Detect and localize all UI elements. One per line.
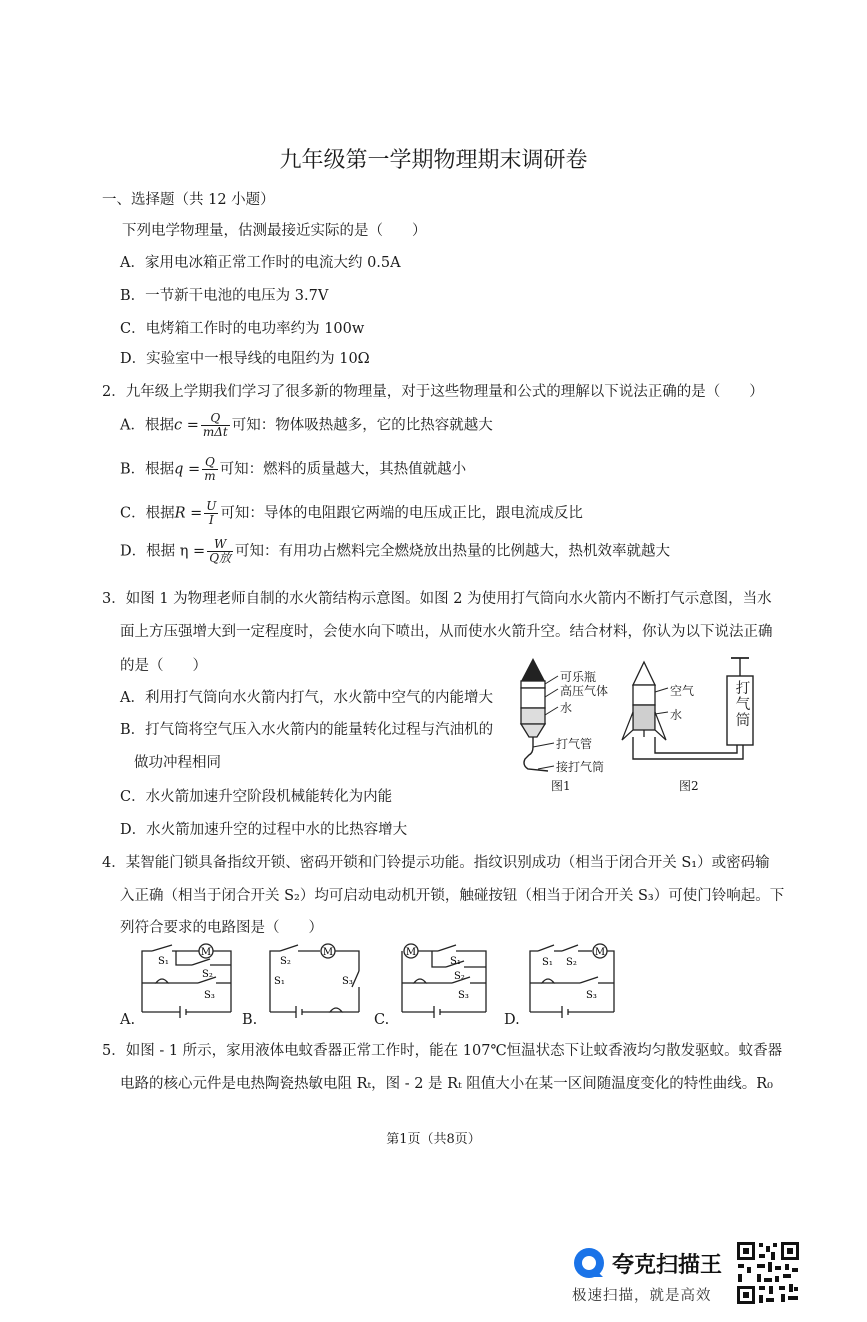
switch-label: S₃ <box>458 990 469 1001</box>
switch-label: S₁ <box>274 976 285 987</box>
section-heading: 一、选择题（共 12 小题） <box>102 192 275 208</box>
fig2-label-water: 水 <box>670 708 683 722</box>
switch-label: S₃ <box>586 990 597 1001</box>
q2-stem: 2．九年级上学期我们学习了很多新的物理量，对于这些物理量和公式的理解以下说法正确的是（ ） <box>102 384 764 400</box>
switch-label: S₂ <box>454 971 465 982</box>
q2-option-d: D．根据 η = $\frac{W}{\text{Q放}}$ 可知：有用功占燃料完全燃烧放出热量的比例越大，热机效率就越大 <box>120 537 671 565</box>
circuit-diagram-b <box>262 935 372 1025</box>
q1-stem: 下列电学物理量，估测最接近实际的是（ ） <box>122 223 427 239</box>
q3-option-a: A．利用打气筒向水火箭内打气，水火箭中空气的内能增大 <box>120 690 493 706</box>
q5-line-2: 电路的核心元件是电热陶瓷热敏电阻 Rₜ，图 - 2 是 Rₜ 阻值大小在某一区间随温度变化的特性曲线。R₀ <box>120 1076 773 1092</box>
switch-label: S₂ <box>202 969 213 980</box>
qr-code-icon <box>735 1240 801 1306</box>
q1-option-b: B．一节新干电池的电压为 3.7V <box>120 288 329 304</box>
q3-line-2: 面上方压强增大到一定程度时，会使水向下喷出，从而使水火箭升空。结合材料，你认为以下说法正确 <box>120 624 773 640</box>
switch-label: S₃ <box>204 990 215 1001</box>
fig1-label-water: 水 <box>560 701 573 715</box>
q2-option-b: B．根据q = $\frac{Q}{m}$ 可知：燃料的质量越大，其热值就越小 <box>120 455 467 483</box>
q4-option-d-label: D. <box>504 1012 520 1028</box>
q4-line-2: 入正确（相当于闭合开关 S₂）均可启动电动机开锁，触碰按钮（相当于闭合开关 S₃）可使门铃响起。下 <box>120 888 785 904</box>
circuit-diagram-d <box>522 935 632 1025</box>
q4-line-3: 列符合要求的电路图是（ ） <box>120 920 323 936</box>
q1-option-d: D．实验室中一根导线的电阻约为 10Ω <box>120 351 370 367</box>
q3-option-d: D．水火箭加速升空的过程中水的比热容增大 <box>120 822 408 838</box>
circuit-diagram-a <box>134 935 244 1025</box>
fig1-label-cap: 可乐瓶 <box>560 670 597 684</box>
q4-option-c-label: C. <box>374 1012 390 1028</box>
watermark-brand: 夸克扫描王 <box>612 1253 723 1278</box>
circuit-diagram-c <box>394 935 504 1025</box>
motor-label: M <box>200 947 212 958</box>
fig2-label-pump: 打气筒 <box>735 681 751 729</box>
q2-option-a: A．根据c = $\frac{Q}{\text{mΔt}}$ 可知：物体吸热越多，它的比热容就越大 <box>120 411 493 439</box>
q3-option-b: B．打气筒将空气压入水火箭内的能量转化过程与汽油机的 <box>120 722 494 738</box>
fig1-label-pump: 接打气筒 <box>556 760 605 774</box>
q3-line-1: 3．如图 1 为物理老师自制的水火箭结构示意图。如图 2 为使用打气筒向水火箭内不断打气示意图，当水 <box>102 591 772 607</box>
page-title: 九年级第一学期物理期末调研卷 <box>279 148 588 173</box>
q4-line-1: 4．某智能门锁具备指纹开锁、密码开锁和门铃提示功能。指纹识别成功（相当于闭合开关 S₁）或密码输 <box>102 855 770 871</box>
switch-label: S₂ <box>280 956 291 967</box>
motor-label: M <box>594 947 606 958</box>
q2-option-c: C．根据R = $\frac{U}{I}$ 可知：导体的电阻跟它两端的电压成正比，跟电流成反比 <box>120 499 583 527</box>
motor-label: M <box>322 947 334 958</box>
switch-label: S₁ <box>542 957 553 968</box>
switch-label: S₃ <box>342 976 353 987</box>
q3-option-b-cont: 做功冲程相同 <box>134 755 221 771</box>
q1-option-a: A．家用电冰箱正常工作时的电流大约 0.5A <box>120 255 401 271</box>
q1-option-c: C．电烤箱工作时的电功率约为 100w <box>120 321 365 337</box>
fig1-label-gas: 高压气体 <box>560 684 609 698</box>
fig2-caption: 图2 <box>679 779 699 793</box>
formula-fraction: $\frac{U}{I}$ <box>206 499 217 527</box>
q4-option-a-label: A. <box>120 1012 136 1028</box>
fig2-label-air: 空气 <box>670 684 695 698</box>
fig1-caption: 图1 <box>551 779 571 793</box>
fig1-label-tube: 打气管 <box>556 737 593 751</box>
q5-line-1: 5．如图 - 1 所示，家用液体电蚊香器正常工作时，能在 107℃恒温状态下让蚊香液均匀散发驱蚊。蚊香器 <box>102 1043 783 1059</box>
motor-label: M <box>405 947 417 958</box>
q3-line-3: 的是（ ） <box>120 658 207 674</box>
watermark-slogan: 极速扫描，就是高效 <box>572 1288 712 1304</box>
page-footer: 第1页（共8页） <box>386 1132 481 1147</box>
formula-fraction: $\frac{Q}{\text{mΔt}}$ <box>202 411 228 439</box>
q4-option-b-label: B. <box>242 1012 258 1028</box>
switch-label: S₁ <box>450 956 461 967</box>
switch-label: S₂ <box>566 957 577 968</box>
quark-logo-icon <box>572 1246 606 1280</box>
q3-option-c: C．水火箭加速升空阶段机械能转化为内能 <box>120 789 393 805</box>
switch-label: S₁ <box>158 956 169 967</box>
formula-fraction: $\frac{Q}{m}$ <box>204 455 216 483</box>
formula-fraction: $\frac{W}{\text{Q放}}$ <box>209 537 232 565</box>
